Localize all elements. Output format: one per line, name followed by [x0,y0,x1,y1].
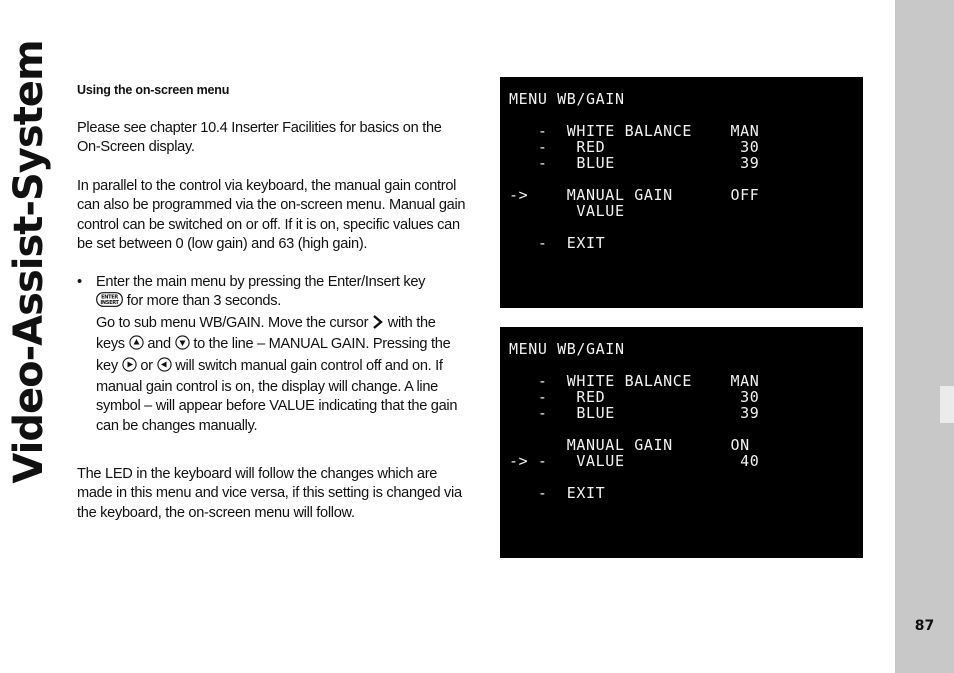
osd-line: -> MANUAL GAIN OFF [509,186,760,204]
osd-line: - EXIT [509,484,606,502]
bullet-symbol: • [77,274,82,290]
osd-line: MENU WB/GAIN [509,90,625,108]
sidebar [895,0,954,673]
right-key-icon [122,357,137,378]
cursor-arrow-icon [372,315,384,335]
osd-line: - BLUE 39 [509,154,760,172]
insert-key-label: INSERT [100,300,119,307]
paragraph-led: The LED in the keyboard will follow the changes which are made in this menu and vice versa, if this setting is changed via the keyboard, the on-screen menu will follow. [77,466,462,521]
bullet-item [77,273,467,436]
down-key-icon [175,335,190,356]
osd-line: - WHITE BALANCE MAN [509,122,760,140]
up-key-icon [129,335,144,356]
osd-screen-manual-gain-off [500,77,863,308]
left-key-icon [157,357,172,378]
page-number: 87 [914,618,935,634]
bullet-text: Enter the main menu by pressing the Enter/Insert key ENTER INSERT for more than 3 seconds. Go to sub menu WB/GAIN. Move the cursor with the keys and to the line – MANUAL GAIN. Pressing the key or will switch manual gain control off and on. If manual gain control is on, the display will change. A line symbol – will appear before VALUE indicating that the gain can be changes manually. [96,274,458,434]
enter-key-label: ENTER [101,294,118,301]
osd-line: - BLUE 39 [509,404,760,422]
osd-line: MANUAL GAIN ON [509,436,750,454]
sidebar-title [0,0,59,673]
section-heading: Using the on-screen menu [77,83,230,97]
osd-line: - RED 30 [509,138,760,156]
osd-line: - EXIT [509,234,606,252]
paragraph-manual-gain: In parallel to the control via keyboard, the manual gain control can also be programmed via the on-screen menu. Manual gain control can be switched on or off. If it is on, specific values can be set between 0 (low gain) and 63 (high gain). [77,178,466,253]
sidebar-tab-marker [940,386,954,423]
enter-insert-key-icon [96,292,123,313]
osd-line: VALUE [509,202,625,220]
paragraph-intro: Please see chapter 10.4 Inserter Facilities for basics on the On-Screen display. [77,120,442,156]
osd-line: - WHITE BALANCE MAN [509,372,760,390]
osd-screen-manual-gain-on [500,327,863,558]
osd-line: MENU WB/GAIN [509,340,625,358]
osd-line: -> - VALUE 40 [509,452,760,470]
sidebar-title-text: Video-Assist-System [6,40,52,484]
osd-line: - RED 30 [509,388,760,406]
